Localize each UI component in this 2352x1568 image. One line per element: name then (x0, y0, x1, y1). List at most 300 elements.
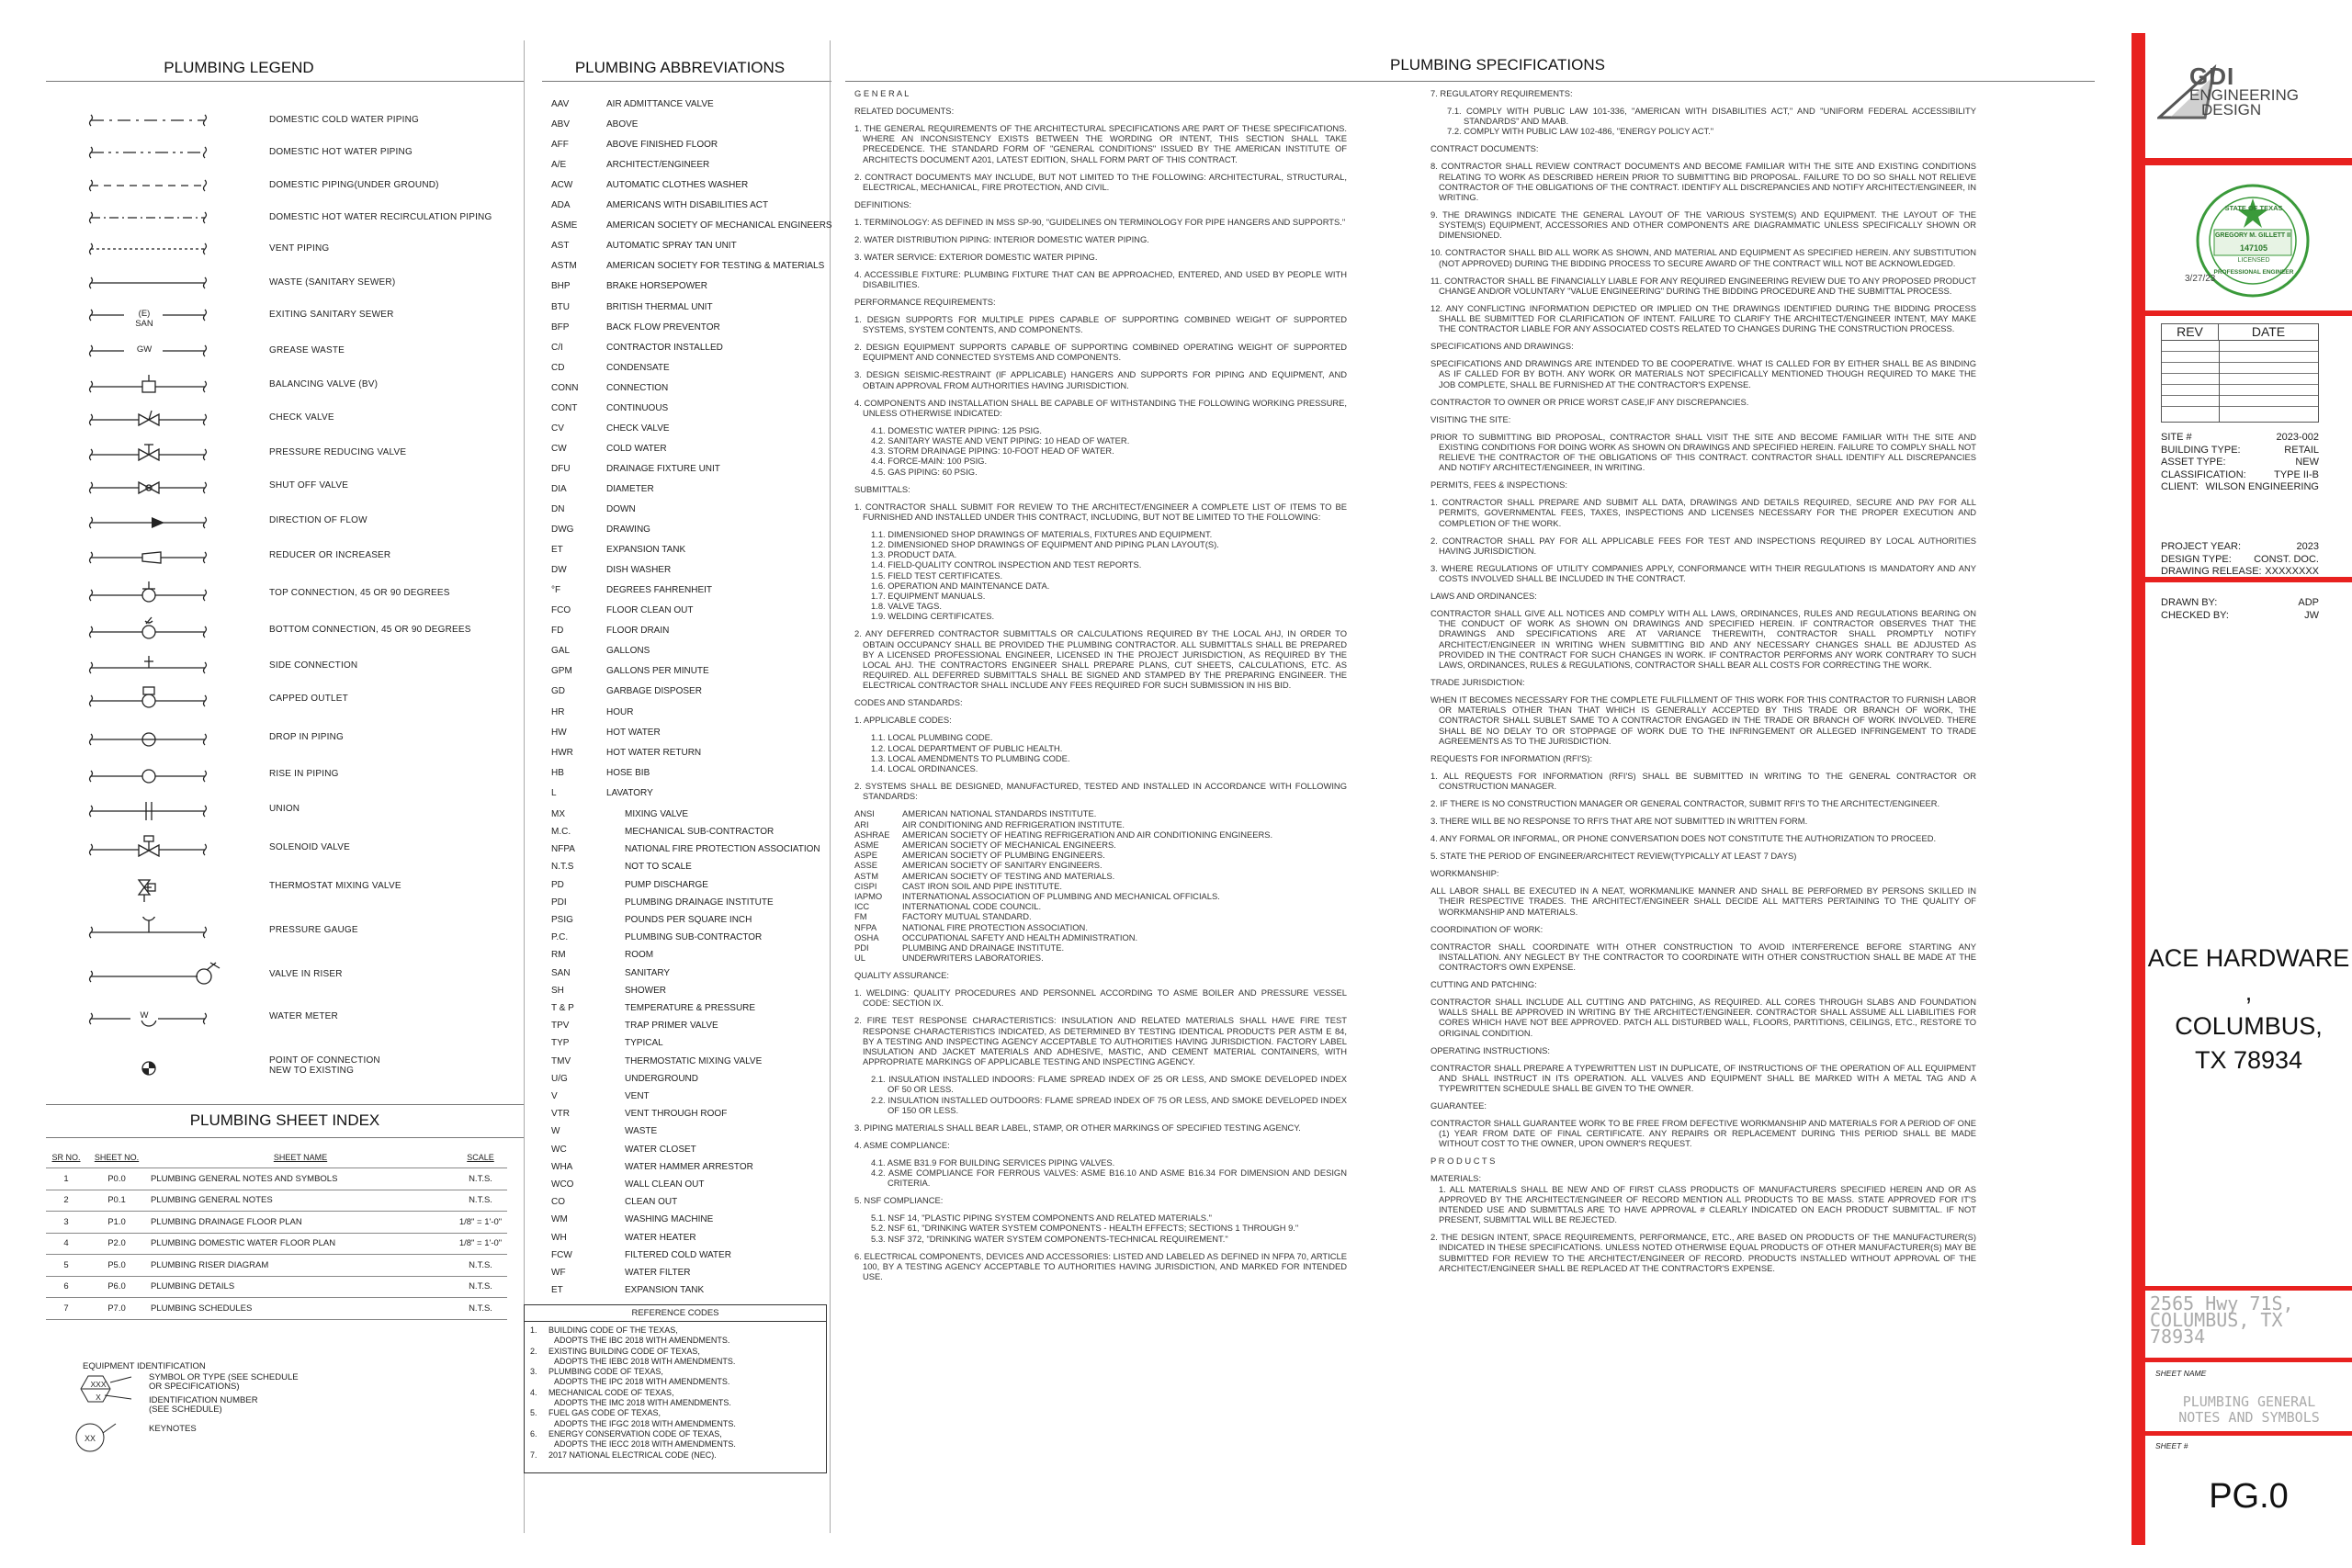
spec-heading: CUTTING AND PATCHING: (1430, 978, 1537, 989)
abbreviation-code: AFF (551, 140, 569, 151)
abbreviation-row (551, 915, 752, 930)
legend-row (87, 139, 519, 166)
abbreviation-meaning: AIR ADMITTANCE VALVE (606, 99, 714, 109)
spec-heading: G E N E R A L (854, 88, 910, 98)
abbreviation-code: SAN (551, 967, 571, 978)
equipment-symbol-top: XXX (90, 1380, 107, 1389)
spec-paragraph: 11. CONTRACTOR SHALL BE FINANCIALLY LIABLE FOR ANY REQUIRED ENGINEERING REVIEW DUE TO ANY PROPOSED PRODUCT CHANGE AND/OR VOLUNTARY "VALUE ENGINEERING" DURING THE BIDDING PROCEDURE AND THE SUBMITTAL PROCESS. (1430, 275, 1976, 296)
sheet-index-cell: PLUMBING DETAILS (147, 1276, 454, 1298)
reference-code-line: 4. MECHANICAL CODE OF TEXAS, (530, 1387, 674, 1397)
spec-heading: VISITING THE SITE: (1430, 413, 1511, 424)
abbreviation-code: GPM (551, 666, 572, 677)
abbreviation-meaning: BRITISH THERMAL UNIT (606, 301, 713, 312)
spec-paragraph: 8. CONTRACTOR SHALL REVIEW CONTRACT DOCUMENTS AND BECOME FAMILIAR WITH THE SITE AND EXISTING CONDITIONS RELATING TO WORK AS DESCRIBED HEREIN PRIOR TO SUBMITTING BID PROPOSAL. FAILURE TO DO SO SHALL NOT RELIEVE CONTRACTOR OF THE OBLIGATIONS OF THE CONTRACT. IDENTIFY ALL DISCREPANCIES AND NOTIFY ARCHITECT/ENGINEER, IN WRITING. (1430, 161, 1976, 203)
abbreviation-code: L (551, 787, 557, 798)
legend-row (87, 269, 519, 297)
project-field: CLASSIFICATION: TYPE II-B (2161, 468, 2319, 480)
abbreviation-meaning: CONNECTION (606, 382, 669, 393)
equipment-symbol-bottom: X (96, 1393, 101, 1402)
legend-row (87, 795, 519, 823)
sheet-index-table (46, 1146, 507, 1320)
spec-paragraph: 1. CONTRACTOR SHALL PREPARE AND SUBMIT ALL DATA, DRAWINGS AND DETAILS REQUIRED, SECURE AND PAY FOR ALL PERMITS, GOVERNMENTAL FEES, TAXES, INSPECTIONS AND LICENSES NECESSARY FOR THE PROPER EXECUTION AND COMPLETION OF THE WORK. (1430, 497, 1976, 528)
legend-row (87, 761, 519, 788)
spec-paragraph: 2. CONTRACT DOCUMENTS MAY INCLUDE, BUT NOT LIMITED TO THE FOLLOWING: ARCHITECTURAL, STRUCTURAL, ELECTRICAL, MECHANICAL, FIRE PROTECTION, AND CIVIL. (854, 171, 1347, 192)
spec-paragraph: 1. TERMINOLOGY: AS DEFINED IN MSS SP-90, "GUIDELINES ON TERMINOLOGY FOR PIPE HANGERS AND SUPPORTS." (854, 216, 1346, 227)
project-field: DRAWN BY: ADP (2161, 597, 2319, 608)
abbreviation-meaning: WATER CLOSET (625, 1144, 696, 1155)
abbreviation-code: RM (551, 950, 566, 961)
seal-name: GREGORY M. GILLETT II (2214, 232, 2291, 239)
legend-row (87, 834, 519, 862)
abbreviation-row (551, 363, 670, 378)
abbreviation-row (551, 525, 650, 539)
sheet-index-cell: PLUMBING GENERAL NOTES (147, 1190, 454, 1212)
abbreviation-row (551, 423, 670, 438)
spec-subitems: 4.1. DOMESTIC WATER PIPING: 125 PSIG. 4.2. SANITARY WASTE AND VENT PIPING: 10 HEAD OF WATER. 4.3. STORM DRAINAGE PIPING: 10-FOOT HEAD OF WATER. 4.4. FORCE-MAIN: 100 PSIG. 4.5. GAS PIPING: 60 PSIG. (871, 424, 1130, 477)
abbreviation-code: WM (551, 1214, 568, 1225)
equipment-id-line2: OR SPECIFICATIONS) (149, 1382, 240, 1392)
abbreviation-code: ADA (551, 200, 571, 211)
abbreviation-row (551, 1074, 698, 1089)
abbreviation-row (551, 444, 667, 458)
abbreviation-row (551, 99, 714, 114)
spec-subitems: 2.1. INSULATION INSTALLED INDOORS: FLAME SPREAD INDEX OF 25 OR LESS, AND SMOKE DEVELOPED INDEX OF 50 OR LESS. 2.2. INSULATION INSTALLED OUTDOORS: FLAME SPREAD INDEX OF 75 OR LESS, AND SMOKE DEVELOPED INDEX OF 150 OR LESS. (871, 1074, 1347, 1115)
abbreviation-code: DIA (551, 483, 567, 494)
abbreviation-code: °F (551, 585, 561, 596)
fields-divider (2145, 577, 2352, 582)
abbreviation-row (551, 1145, 696, 1159)
abbreviation-meaning: TRAP PRIMER VALVE (625, 1021, 718, 1032)
abbreviation-row (551, 788, 653, 803)
spec-paragraph: 1. DESIGN SUPPORTS FOR MULTIPLE PIPES CAPABLE OF SUPPORTING COMBINED WEIGHT OF SUPPORTED SYSTEMS, SYSTEM CONTENTS, AND COMPONENTS. (854, 314, 1347, 335)
spec-heading: PERMITS, FEES & INSPECTIONS: (1430, 479, 1567, 491)
reference-codes-title: REFERENCE CODES (525, 1305, 826, 1322)
abbreviation-meaning: MIXING VALVE (625, 808, 689, 819)
abbreviation-meaning: COLD WATER (606, 443, 667, 454)
abbreviation-code: TMV (551, 1055, 571, 1066)
abbreviation-meaning: DOWN (606, 504, 636, 514)
equipment-id-line4: (SEE SCHEDULE) (149, 1404, 222, 1415)
rev-header: REV (2162, 324, 2219, 340)
spec-paragraph: 6. ELECTRICAL COMPONENTS, DEVICES AND ACCESSORIES: LISTED AND LABELED AS DEFINED IN NFPA 70, ARTICLE 100, BY A TESTING AGENCY ACCEPTABLE TO AUTHORITIES HAVING JURISDICTION, AND MARKED FOR INTENDED USE. (854, 1250, 1347, 1281)
abbreviation-code: CD (551, 362, 565, 373)
abbreviation-meaning: WALL CLEAN OUT (625, 1179, 705, 1190)
abbreviation-row (551, 1162, 753, 1177)
legend-row (87, 1053, 519, 1080)
spec-paragraph: 1. THE GENERAL REQUIREMENTS OF THE ARCHITECTURAL SPECIFICATIONS ARE PART OF THESE SPECIFICATIONS. WHERE AN INCONSISTENCY EXISTS BETWEEN THE WORDING OR INTENT, THIS SECTION SHALL TAKE PRECEDENCE. THE STANDARD FORM OF "GENERAL CONDITIONS" ISSUED BY THE AMERICAN INSTITUTE OF ARCHITECTS DOCUMENT A201, LATEST EDITION, SHALL FORM PART OF THIS CONTRACT. (854, 123, 1347, 164)
abbreviation-row (551, 119, 638, 134)
legend-label: VENT PIPING (269, 243, 330, 254)
sheet-index-row (46, 1276, 507, 1298)
legend-label: GREASE WASTE (269, 345, 345, 355)
abbreviation-code: DN (551, 504, 565, 514)
sheet-index-cell: 1 (46, 1168, 86, 1190)
abbreviation-meaning: HOSE BIB (606, 767, 650, 778)
abbreviation-meaning: DRAINAGE FIXTURE UNIT (606, 463, 720, 474)
spec-heading: COORDINATION OF WORK: (1430, 923, 1544, 934)
legend-row (87, 542, 519, 570)
legend-label: BALANCING VALVE (BV) (269, 379, 379, 389)
abbreviation-meaning: ABOVE (606, 119, 639, 130)
abbreviation-code: GAL (551, 646, 571, 657)
abbreviation-meaning: GALLONS PER MINUTE (606, 666, 709, 677)
project-city: COLUMBUS, (2175, 1012, 2323, 1040)
spec-subitems: 1.1. LOCAL PLUMBING CODE. 1.2. LOCAL DEPARTMENT OF PUBLIC HEALTH. 1.3. LOCAL AMENDMENTS TO PLUMBING CODE. 1.4. LOCAL ORDINANCES. (871, 732, 1070, 774)
sheet-index-cell: 1/8" = 1'-0" (454, 1233, 507, 1255)
spec-heading: TRADE JURISDICTION: (1430, 677, 1525, 688)
col-scale: SCALE (454, 1146, 507, 1168)
abbreviation-code: ASTM (551, 261, 577, 272)
legend-row (87, 472, 519, 500)
abbreviation-meaning: CONDENSATE (606, 362, 670, 373)
project-field: CLIENT: WILSON ENGINEERING (2161, 481, 2319, 493)
spec-paragraph: 4. ASME COMPLIANCE: (854, 1139, 950, 1150)
spec-paragraph: 5. NSF COMPLIANCE: (854, 1195, 944, 1206)
sheet-index-cell: 1/8" = 1'-0" (454, 1212, 507, 1234)
abbreviation-code: ET (551, 1285, 563, 1296)
spec-heading: LAWS AND ORDINANCES: (1430, 591, 1537, 602)
spec-paragraph: 4. COMPONENTS AND INSTALLATION SHALL BE CAPABLE OF WITHSTANDING THE FOLLOWING WORKING PRESSURE, UNLESS OTHERWISE INDICATED: (854, 397, 1347, 418)
abbreviation-row (551, 322, 720, 337)
abbreviation-row (551, 844, 820, 859)
sheet-index-cell: P0.0 (86, 1168, 147, 1190)
spec-paragraph: 1. CONTRACTOR SHALL SUBMIT FOR REVIEW TO THE ARCHITECT/ENGINEER A COMPLETE LIST OF ITEMS TO BE FURNISHED AND INSTALLED UNDER THIS CONTRACT, INCLUDING, BUT NOT BE LIMITED TO THE FOLLOWING: (854, 501, 1347, 522)
revision-table (2161, 323, 2319, 423)
sheet-index-cell: P5.0 (86, 1255, 147, 1277)
legend-label: WASTE (SANITARY SEWER) (269, 277, 396, 288)
legend-label: BOTTOM CONNECTION, 45 OR 90 DEGREES (269, 625, 471, 635)
abbreviation-row (551, 180, 748, 195)
legend-label: CAPPED OUTLET (269, 694, 348, 704)
bottom-connection-symbol (87, 616, 225, 646)
reference-code-line: ADOPTS THE IFGC 2018 WITH AMENDMENTS. (554, 1418, 736, 1428)
spec-paragraph: 3. THERE WILL BE NO RESPONSE TO RFI'S THAT ARE NOT SUBMITTED IN WRITTEN FORM. (1430, 816, 1808, 827)
abbreviation-code: A/E (551, 160, 567, 171)
spec-heading: WORKMANSHIP: (1430, 868, 1499, 879)
abbreviation-meaning: EXPANSION TANK (625, 1285, 705, 1296)
abbreviation-code: VTR (551, 1109, 570, 1120)
abbreviation-row (551, 1038, 663, 1053)
logo-design: DESIGN (2201, 101, 2262, 118)
reference-code-line: ADOPTS THE IECC 2018 WITH AMENDMENTS. (554, 1439, 736, 1450)
spec-paragraph: 2. DESIGN EQUIPMENT SUPPORTS CAPABLE OF SUPPORTING COMBINED OPERATING WEIGHT OF SUPPORTED EQUIPMENT AND CONNECTED SYSTEMS AND COMPONENTS. (854, 342, 1347, 363)
abbreviation-code: HB (551, 767, 564, 778)
abbreviation-code: CONT (551, 402, 578, 413)
abbreviation-code: TYP (551, 1038, 570, 1049)
keynotes-label: KEYNOTES (149, 1424, 197, 1434)
abbreviation-meaning: FLOOR CLEAN OUT (606, 605, 694, 616)
abbreviation-code: CV (551, 423, 564, 434)
solenoid-valve-symbol (87, 834, 225, 863)
legend-label: DIRECTION OF FLOW (269, 515, 368, 525)
sheet-index-cell: P0.1 (86, 1190, 147, 1212)
legend-row (87, 404, 519, 432)
sheet-index-cell: P1.0 (86, 1212, 147, 1234)
spec-heading: GUARANTEE: (1430, 1100, 1487, 1111)
spec-heading: RELATED DOCUMENTS: (854, 106, 955, 116)
sheet-index-cell: 2 (46, 1190, 86, 1212)
abbreviation-meaning: GALLONS (606, 646, 650, 657)
abbreviation-row (551, 140, 718, 154)
capped-outlet-symbol (87, 685, 225, 715)
legend-label: VALVE IN RISER (269, 969, 343, 979)
sheet-name-line1: PLUMBING GENERAL (2182, 1393, 2316, 1410)
abbreviation-row (551, 464, 720, 479)
abbreviation-code: WF (551, 1267, 566, 1278)
abbreviation-row (551, 1250, 731, 1265)
abbreviation-meaning: VENT THROUGH ROOF (625, 1109, 728, 1120)
valve-in-riser-symbol (87, 961, 225, 990)
abbreviation-row (551, 1091, 650, 1106)
abbreviation-row (551, 1214, 713, 1229)
legend-label: DOMESTIC HOT WATER RECIRCULATION PIPING (269, 212, 492, 222)
sheet-index-row (46, 1233, 507, 1255)
col-sr-no: SR NO. (46, 1146, 86, 1168)
spec-paragraph: 10. CONTRACTOR SHALL BID ALL WORK AS SHOWN, AND MATERIAL AND EQUIPMENT AS SPECIFIED HEREIN. ANY SUBSTITUTION (NOT APPROVED) DURING THE BIDDING PROCESS TO SECURE AWARD OF THE CONTRACT WILL NOT BE ACKNOWLEDGED. (1430, 247, 1976, 268)
abbreviation-row (551, 383, 668, 398)
spec-heading: REQUESTS FOR INFORMATION (RFI'S): (1430, 752, 1593, 763)
reference-code-line: 6. ENERGY CONSERVATION CODE OF TEXAS, (530, 1428, 722, 1438)
legend-header: PLUMBING LEGEND (164, 59, 314, 76)
abbreviation-code: DWG (551, 525, 574, 536)
reference-code-line: 5. FUEL GAS CODE OF TEXAS, (530, 1408, 662, 1418)
sheet-index-row (46, 1190, 507, 1212)
vent-pipe-symbol (87, 235, 225, 265)
abbreviation-code: WC (551, 1144, 567, 1155)
legend-row (87, 235, 519, 263)
spec-heading: DEFINITIONS: (854, 198, 911, 209)
reducer-symbol (87, 542, 225, 571)
abbreviation-meaning: ROOM (625, 950, 654, 961)
sheet-index-cell: PLUMBING DRAINAGE FLOOR PLAN (147, 1212, 454, 1234)
abbreviation-meaning: SANITARY (625, 967, 671, 978)
abbreviation-meaning: DIAMETER (606, 483, 654, 494)
spec-paragraph: CONTRACTOR SHALL GUARANTEE WORK TO BE FREE FROM DEFECTIVE WORKMANSHIP AND MATERIALS FOR A PERIOD OF ONE (1) YEAR FROM DATE OF FINAL CERTIFICATE. ANY REPAIRS OR REPLACEMENT DURING THIS PERIOD SHALL BE MADE WITHOUT COST TO THE OWNER, UPON OWNER'S REQUEST. (1430, 1117, 1976, 1149)
seal-licensed: LICENSED (2237, 257, 2270, 264)
sheet-index-row (46, 1168, 507, 1190)
legend-row (87, 507, 519, 535)
abbreviation-row (551, 827, 774, 841)
legend-label: DROP IN PIPING (269, 732, 344, 742)
col-sheet-name: SHEET NAME (147, 1146, 454, 1168)
sheet-index-cell: N.T.S. (454, 1298, 507, 1320)
abbreviation-row (551, 626, 669, 640)
project-field: CHECKED BY: JW (2161, 609, 2319, 621)
reference-code-line: 1. BUILDING CODE OF THE TEXAS, (530, 1325, 678, 1335)
sheet-index-cell: N.T.S. (454, 1255, 507, 1277)
abbreviation-code: HR (551, 706, 565, 717)
legend-label: WATER METER (269, 1011, 338, 1021)
abbreviation-meaning: WASHING MACHINE (625, 1214, 714, 1225)
sheet-index-cell: PLUMBING RISER DIAGRAM (147, 1255, 454, 1277)
spec-column-2 (1430, 88, 1976, 1280)
spec-paragraph: WHEN IT BECOMES NECESSARY FOR THE COMPLETE FULFILLMENT OF THIS WORK FOR THIS CONTRACTOR TO FURNISH LABOR OR MATERIALS OTHER THAN THAT WHICH IS GENERALLY ACCEPTED BY THIS TRADE OR BRANCH OF WORK, THE CONTRACTOR SHALL SUBLET SAME TO A CONTRACTOR ENGAGED IN THE TRADE OR BRANCH OF WORK INVOLVED. THERE SHALL BE NO DELAY TO OR STOPPAGE OF WORK DUE TO THE INFRINGEMENT OR ALLEGED INFRINGEMENT TO TRADE AGREEMENTS AS TO THE JURISDICTION. (1430, 694, 1976, 746)
spec-paragraph: CONTRACTOR TO OWNER OR PRICE WORST CASE,IF ANY DISCREPANCIES. (1430, 396, 1749, 407)
legend-row (87, 961, 519, 988)
spec-paragraph: 4. ANY FORMAL OR INFORMAL, OR PHONE CONVERSATION DOES NOT CONSTITUTE THE AUTHORIZATION TO PROCEED. (1430, 833, 1937, 844)
abbreviation-row (551, 950, 653, 964)
legend-label: DOMESTIC PIPING(UNDER GROUND) (269, 180, 439, 190)
abbreviation-meaning: FLOOR DRAIN (606, 626, 670, 637)
sheet-name-label: SHEET NAME (2155, 1369, 2207, 1378)
legend-label: UNION (269, 804, 300, 814)
abbreviation-meaning: MECHANICAL SUB-CONTRACTOR (625, 826, 775, 837)
legend-row (87, 172, 519, 199)
spec-paragraph: 4. ACCESSIBLE FIXTURE: PLUMBING FIXTURE THAT CAN BE APPROACHED, ENTERED, AND USED BY PEOPLE WITH DISABILITIES. (854, 268, 1347, 290)
legend-row (87, 580, 519, 607)
abbreviation-meaning: PLUMBING SUB-CONTRACTOR (625, 932, 763, 943)
abbreviation-code: FCO (551, 605, 571, 616)
spec-paragraph: ALL LABOR SHALL BE EXECUTED IN A NEAT, WORKMANLIKE MANNER AND SHALL BE PERFORMED BY PERSONS SKILLED IN THEIR RESPECTIVE TRADES. THE ARCHITECT/ENGINEER SHALL DECIDE ALL MATTERS PERTAINING TO THE QUALITY OF WORKMANSHIP AND MATERIALS. (1430, 886, 1976, 917)
legend-label: TOP CONNECTION, 45 OR 90 DEGREES (269, 588, 450, 598)
reference-code-line: ADOPTS THE IBC 2018 WITH AMENDMENTS. (554, 1336, 730, 1346)
abbreviation-row (551, 585, 712, 600)
top-connection-symbol (87, 580, 225, 609)
abbreviation-code: M.C. (551, 826, 571, 837)
abbreviation-meaning: BRAKE HORSEPOWER (606, 281, 708, 292)
spec-paragraph: 3. DESIGN SEISMIC-RESTRAINT (IF APPLICABLE) HANGERS AND SUPPORTS FOR PIPING AND EQUIPMENT, AND OBTAIN APPROVAL FROM AUTHORITIES HAVING JURISDICTION. (854, 369, 1347, 390)
spec-paragraph: CONTRACTOR SHALL INCLUDE ALL CUTTING AND PATCHING, AS REQUIRED. ALL CORES THROUGH SLABS AND FOUNDATION WALLS SHALL BE APPROVED IN WRITING BY THE ARCHITECT/ENGINEER. CONTRACTOR SHALL ASSUME ALL LIABILITIES FOR CORES WHICH HAVE NOT BEE APPROVED. PATCH ALL DISTURBED WALL, FLOORS, PARTITIONS, CEILINGS, ETC., RESTORE TO ORIGINAL CONDITION. (1430, 996, 1976, 1038)
abbreviation-code: PDI (551, 897, 567, 908)
abbreviation-code: BTU (551, 301, 570, 312)
equipment-id-line3: IDENTIFICATION NUMBER (149, 1395, 258, 1405)
legend-row (87, 371, 519, 399)
project-name: ACE HARDWARE , (2147, 944, 2350, 1006)
abbreviation-meaning: AMERICAN SOCIETY FOR TESTING & MATERIALS (606, 261, 825, 272)
pressure-reducing-valve-symbol (87, 439, 225, 468)
point-of-connection-symbol (87, 1053, 225, 1082)
abbreviation-meaning: AMERICAN SOCIETY OF MECHANICAL ENGINEERS (606, 220, 832, 231)
sheet-index-cell: N.T.S. (454, 1168, 507, 1190)
date-header: DATE (2251, 324, 2286, 339)
legend-row (87, 616, 519, 644)
sanitary-waste-symbol (87, 269, 225, 299)
spec-heading: SPECIFICATIONS AND DRAWINGS: (1430, 341, 1574, 352)
abbreviation-code: WHA (551, 1161, 573, 1172)
abbreviation-code: FD (551, 626, 564, 637)
abbreviation-row (551, 862, 692, 876)
hot-water-pipe-symbol (87, 139, 225, 168)
spec-paragraph: PRIOR TO SUBMITTING BID PROPOSAL, CONTRACTOR SHALL VISIT THE SITE AND BECOME FAMILIAR WITH THE SITE AND EXISTING CONDITIONS FOR DOING WORK AS SHOWN ON DRAWINGS AND SPECIFIED HEREIN. FAILURE TO COMPLY SHALL NOT RELIEVE THE CONTRACTOR OF THE OBLIGATIONS OF THIS CONTRACT. CONTRACTOR SHALL IDENTIFY ALL DISCREPANCIES AND NOTIFY ARCHITECT/ENGINEER, IN WRITING. (1430, 431, 1976, 473)
spec-paragraph: 1. WELDING: QUALITY PROCEDURES AND PERSONNEL ACCORDING TO ASME BOILER AND PRESSURE VESSEL CODE: SECTION IX. (854, 987, 1347, 1009)
reference-codes-box (524, 1304, 827, 1473)
address-line3: 78934 (2150, 1325, 2206, 1348)
sheet-index-cell: 3 (46, 1212, 86, 1234)
rise-in-piping-symbol (87, 761, 225, 790)
sheet-index-row (46, 1255, 507, 1277)
abbreviations-header: PLUMBING ABBREVIATIONS (574, 59, 786, 76)
abbreviation-row (551, 1021, 718, 1035)
abbreviation-code: HW (551, 727, 567, 738)
spec-subitems: 4.1. ASME B31.9 FOR BUILDING SERVICES PIPING VALVES. 4.2. ASME COMPLIANCE FOR FERROUS VALVES: ASME B16.10 AND ASME B16.34 FOR DIMENSION AND DESIGN CRITERIA. (871, 1156, 1347, 1189)
abbreviation-meaning: DEGREES FAHRENHEIT (606, 585, 713, 596)
abbreviation-code: BFP (551, 321, 570, 333)
abbreviation-code: ET (551, 545, 563, 556)
spec-paragraph: 2. ANY DEFERRED CONTRACTOR SUBMITTALS OR CALCULATIONS REQUIRED BY THE LOCAL AHJ, IN ORDER TO OBTAIN OCCUPANCY SHALL BE PROVIDED THE PLUMBING CONTRACTOR. ALL SUBMITTALS SHALL BE PREPARED BY A LICENSED PROFESSIONAL ENGINEER, LICENSED IN THE PROJECT JURISDICTION, AS REQUIRED BY THE LOCAL AHJ. THE CONTRACTORS ENGINEER SHALL PREPARE PLANS, CUT SHEETS, CALCULATIONS, ETC. AS REQUIRED. ALL DEFERRED SUBMITTALS SHALL BE SIGNED AND STAMPED BY THE PREPARING ENGINEER. THE ELECTRICAL CONTRACTOR SHALL INCLUDE ANY FEES REQUIRED FOR SUCH SUBMISSION IN HIS BID. (854, 628, 1347, 691)
abbreviation-meaning: PLUMBING DRAINAGE INSTITUTE (625, 897, 774, 908)
spec-paragraph: CONTRACTOR SHALL PREPARE A TYPEWRITTEN LIST IN DUPLICATE, OF INSTRUCTIONS OF THE OPERATION OF ALL EQUIPMENT AND SHALL INSTRUCT IN ITS OPERATION. ALL VALVES AND EQUIPMENT SHALL BE MARKED WITH A METAL TAG AND A TYPEWRITTEN SCHEDULE SHALL BE GIVEN TO THE OWNER. (1430, 1062, 1976, 1093)
abbreviation-meaning: WASTE (625, 1126, 658, 1137)
spec-subitems: 7.1. COMPLY WITH PUBLIC LAW 101-336, "AMERICAN WITH DISABILITIES ACT," AND "UNIFORM FEDERAL ACCESSIBILITY STANDARDS" AND MAAB. 7.2. COMPLY WITH PUBLIC LAW 102-486, "ENERGY POLICY ACT." (1447, 106, 1976, 137)
abbreviation-meaning: HOUR (606, 706, 634, 717)
project-field: SITE # 2023-002 (2161, 432, 2319, 443)
abbreviation-row (551, 504, 636, 519)
abbreviation-code: TPV (551, 1021, 570, 1032)
spec-paragraph: 2. SYSTEMS SHALL BE DESIGNED, MANUFACTURED, TESTED AND INSTALLED IN ACCORDANCE WITH FOLLOWING STANDARDS: (854, 781, 1347, 802)
spec-paragraph: 2. THE DESIGN INTENT, SPACE REQUIREMENTS, PERFORMANCE, ETC., ARE BASED ON PRODUCTS OF THE MANUFACTURER(S) INDICATED IN THESE SPECIFICATIONS. UNLESS NOTED OTHERWISE EQUAL PRODUCTS OF OTHER MANUFACTURER(S) MAY BE SUBMITTED FOR REVIEW TO THE ARCHITECT/ENGINEER OF RECORD. PRODUCTS INSTALLED WITHOUT APPROVAL OF THE ARCHITECT/ENGINEER SHALL BE REPLACED AT THE CONTRACTOR'S EXPENSE. (1430, 1232, 1976, 1273)
abbreviation-row (551, 728, 661, 742)
legend-tag: GW (130, 344, 158, 355)
abbreviation-row (551, 1003, 755, 1018)
project-field: BUILDING TYPE: RETAIL (2161, 444, 2319, 456)
spec-paragraph: 1. APPLICABLE CODES: (854, 715, 952, 726)
seal-number: 147105 (2239, 243, 2268, 253)
legend-row (87, 685, 519, 713)
abbreviation-meaning: ABOVE FINISHED FLOOR (606, 140, 718, 151)
abbreviation-meaning: HOT WATER (606, 727, 661, 738)
abbreviation-row (551, 261, 824, 276)
abbreviation-meaning: ARCHITECT/ENGINEER (606, 160, 710, 171)
project-field: DESIGN TYPE: CONST. DOC. (2161, 553, 2319, 565)
legend-label: REDUCER OR INCREASER (269, 550, 391, 560)
legend-row (87, 652, 519, 680)
abbreviation-meaning: BACK FLOW PREVENTOR (606, 321, 720, 333)
reference-code-line: ADOPTS THE IEBC 2018 WITH AMENDMENTS. (554, 1356, 736, 1366)
abbreviation-code: N.T.S (551, 862, 574, 873)
abbreviation-code: FCW (551, 1249, 572, 1260)
abbreviation-row (551, 1126, 657, 1141)
abbreviation-row (551, 545, 685, 559)
spec-paragraph: 2. IF THERE IS NO CONSTRUCTION MANAGER OR GENERAL CONTRACTOR, SUBMIT RFI'S TO THE ARCHITECT/ENGINEER. (1430, 798, 1940, 809)
abbreviation-code: ASME (551, 220, 578, 231)
abbreviation-meaning: NOT TO SCALE (625, 862, 692, 873)
abbreviation-meaning: SHOWER (625, 985, 666, 996)
cold-water-pipe-symbol (87, 107, 225, 136)
legend-label: SHUT OFF VALVE (269, 480, 349, 491)
abbreviation-meaning: VENT (625, 1090, 650, 1101)
legend-tag: W (130, 1010, 158, 1021)
abbreviation-row (551, 707, 633, 722)
sheet-index-cell: 5 (46, 1255, 86, 1277)
abbreviation-meaning: CONTRACTOR INSTALLED (606, 342, 723, 353)
abbreviation-meaning: AMERICANS WITH DISABILITIES ACT (606, 200, 769, 211)
abbreviation-row (551, 160, 709, 175)
legend-row (87, 1003, 519, 1031)
sheet-index-header: PLUMBING SHEET INDEX (189, 1111, 380, 1129)
reference-code-line: 7. 2017 NATIONAL ELECTRICAL CODE (NEC). (530, 1450, 717, 1460)
legend-label: EXITING SANITARY SEWER (269, 310, 394, 320)
direction-of-flow-symbol (87, 507, 225, 536)
abbreviation-meaning: DISH WASHER (606, 565, 672, 576)
abbreviation-code: CO (551, 1197, 565, 1208)
abbreviation-row (551, 484, 654, 499)
sheet-index-cell: PLUMBING GENERAL NOTES AND SYMBOLS (147, 1168, 454, 1190)
abbreviation-meaning: POUNDS PER SQUARE INCH (625, 914, 752, 925)
spec-paragraph: 3. WATER SERVICE: EXTERIOR DOMESTIC WATER PIPING. (854, 251, 1098, 262)
legend-row (87, 301, 519, 329)
abbreviation-meaning: CONTINUOUS (606, 402, 669, 413)
abbreviation-code: GD (551, 686, 565, 697)
legend-row (87, 439, 519, 467)
abbreviation-meaning: FILTERED COLD WATER (625, 1249, 731, 1260)
abbreviation-code: PSIG (551, 914, 573, 925)
keynote-symbol: XX (84, 1434, 96, 1443)
abbreviation-code: P.C. (551, 932, 569, 943)
seal-state: STATE OF TEXAS (2224, 204, 2283, 212)
spec-heading: P R O D U C T S (1430, 1156, 1496, 1167)
abbreviation-meaning: WATER HAMMER ARRESTOR (625, 1161, 753, 1172)
spec-column-1 (854, 88, 1347, 1289)
